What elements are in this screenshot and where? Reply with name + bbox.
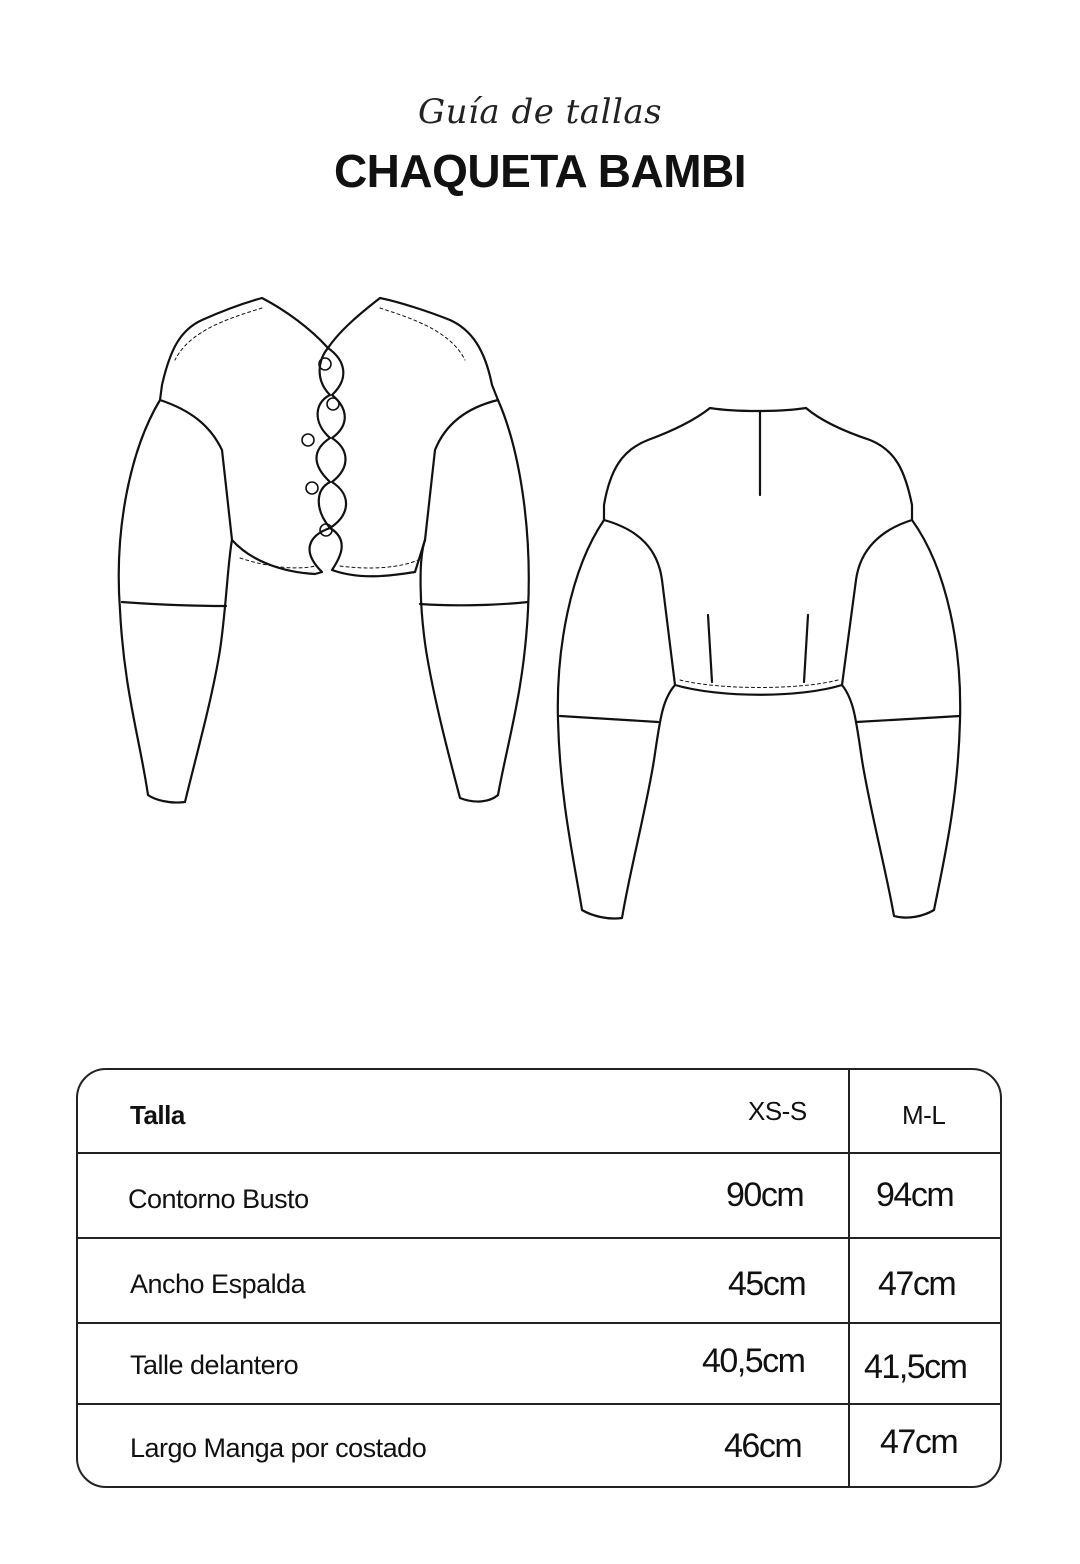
measurement-value: 90cm [726,1176,804,1214]
measurement-value: 40,5cm [702,1342,805,1380]
table-row [78,1324,1000,1404]
measurement-label: Talle delantero [130,1350,299,1380]
size-column-header: XS-S [748,1096,807,1126]
page-title: CHAQUETA BAMBI [333,145,747,197]
subtitle: Guía de tallas [417,92,663,132]
measurement-value: 47cm [878,1265,956,1303]
measurement-value: 94cm [876,1176,954,1214]
measurement-value: 41,5cm [864,1348,967,1386]
measurement-label: Ancho Espalda [130,1269,306,1299]
front-view-sketch [100,290,540,820]
table-header-row [78,1070,1000,1154]
measurement-label: Contorno Busto [128,1184,309,1214]
size-table [76,1068,1002,1488]
table-row [78,1405,1000,1488]
measurement-label: Largo Manga por costado [130,1433,427,1463]
back-view-sketch [550,400,970,930]
header-label: Talla [130,1100,185,1130]
measurement-value: 47cm [880,1423,958,1461]
table-row [78,1239,1000,1323]
measurement-value: 46cm [724,1427,802,1465]
table-row [78,1154,1000,1238]
measurement-value: 45cm [728,1265,806,1303]
size-column-header: M-L [902,1100,946,1130]
